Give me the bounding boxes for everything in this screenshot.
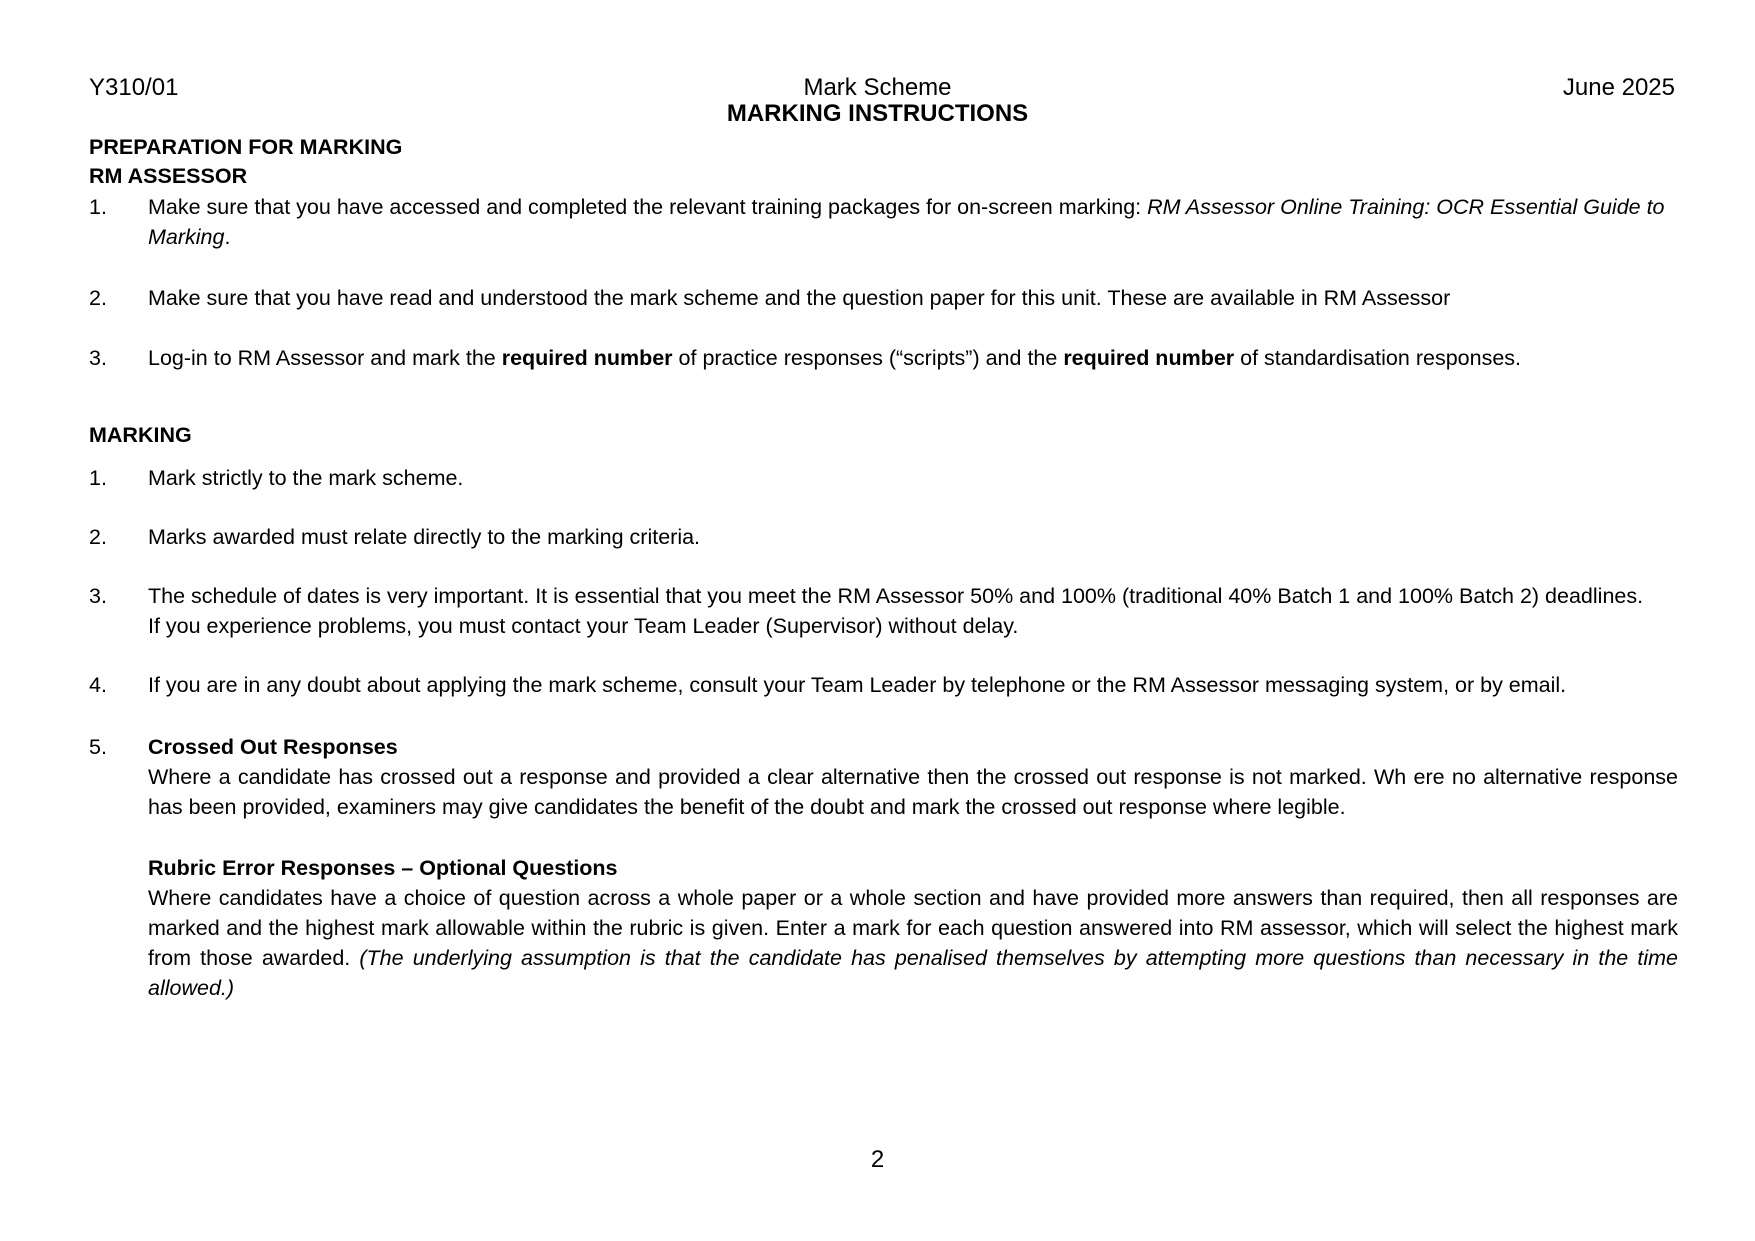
list-item-text: If you are in any doubt about applying the mark scheme, consult your Team Leader by telephone or the RM Assessor messaging system, or by email. xyxy=(148,673,1567,697)
item-text: Log-in to RM Assessor and mark the xyxy=(148,346,502,370)
item-text: of practice responses (“scripts”) and the xyxy=(672,346,1064,370)
emphasis-text: required number xyxy=(501,346,673,370)
list-number: 3. xyxy=(89,346,107,370)
list-number: 4. xyxy=(89,673,107,697)
crossed-out-responses-text: Where a candidate has crossed out a response and provided a clear alternative then the crossed out response is not marked. Wh ere no alternative response has been provided, examiners may give candidates the benefit of the doubt and mark the crossed out response where legible. xyxy=(148,765,1678,819)
list-item-text xyxy=(148,192,1668,252)
list-number: 1. xyxy=(89,466,107,490)
header-date: June 2025 xyxy=(1562,74,1675,101)
list-item-text: Mark strictly to the mark scheme. xyxy=(148,466,464,490)
marking-item-5 xyxy=(89,732,1709,1003)
marking-item-2 xyxy=(89,522,1709,552)
emphasis-text: required number xyxy=(1063,346,1235,370)
header-paper-code: Y310/01 xyxy=(89,74,179,101)
preparation-item-1 xyxy=(89,192,1709,252)
item-text: Make sure that you have accessed and completed the relevant training packages for on-screen marking: xyxy=(148,195,1148,219)
list-item-text: The schedule of dates is very important. It is essential that you meet the RM Assessor 50% and 100% (traditional 40% Batch 1 and 100% Batch 2) deadlines. If you experience problems, you must contact your Team Leader (Supervisor) without delay. xyxy=(148,584,1644,638)
preparation-item-3 xyxy=(89,343,1709,373)
item-text-end: . xyxy=(224,225,231,249)
crossed-out-responses-heading: Crossed Out Responses xyxy=(148,735,398,759)
marking-item-3 xyxy=(89,581,1709,641)
list-number: 3. xyxy=(89,584,107,608)
header-document-type: Mark Scheme xyxy=(803,74,952,101)
list-item-text: Marks awarded must relate directly to the marking criteria. xyxy=(148,525,701,549)
marking-item-4 xyxy=(89,670,1709,700)
list-item-text xyxy=(148,343,1708,373)
list-item-content xyxy=(148,732,1678,1003)
list-number: 2. xyxy=(89,286,107,310)
rubric-error-body: Where candidates have a choice of question across a whole paper or a whole section and have provided more answers than required, then all responses are marked and the highest mark allowable within the rubric is given. Enter a mark for each question answered into RM assessor, which will select the highest mark from those awarded. xyxy=(148,886,1678,970)
page-title: MARKING INSTRUCTIONS xyxy=(726,100,1029,127)
rubric-error-note: (The underlying assumption is that the candidate has penalised themselves by attempting more questions than necessary in the time allowed.) xyxy=(148,946,1678,1000)
training-title: RM Assessor Online Training: OCR Essential Guide to Marking xyxy=(148,195,1665,249)
list-number: 5. xyxy=(89,735,107,759)
list-item-text: Make sure that you have read and understood the mark scheme and the question paper for this unit. These are available in RM Assessor xyxy=(148,286,1451,310)
rubric-error-text xyxy=(148,883,1678,1003)
list-number: 2. xyxy=(89,525,107,549)
preparation-item-2 xyxy=(89,283,1709,313)
item-text: of standardisation responses. xyxy=(1234,346,1521,370)
page-number: 2 xyxy=(870,1146,885,1173)
rm-assessor-heading: RM ASSESSOR xyxy=(89,164,248,188)
preparation-heading: PREPARATION FOR MARKING xyxy=(89,135,403,159)
marking-heading: MARKING xyxy=(89,423,192,447)
marking-item-1 xyxy=(89,463,1709,493)
rubric-error-heading: Rubric Error Responses – Optional Questions xyxy=(148,856,618,880)
list-number: 1. xyxy=(89,195,107,219)
